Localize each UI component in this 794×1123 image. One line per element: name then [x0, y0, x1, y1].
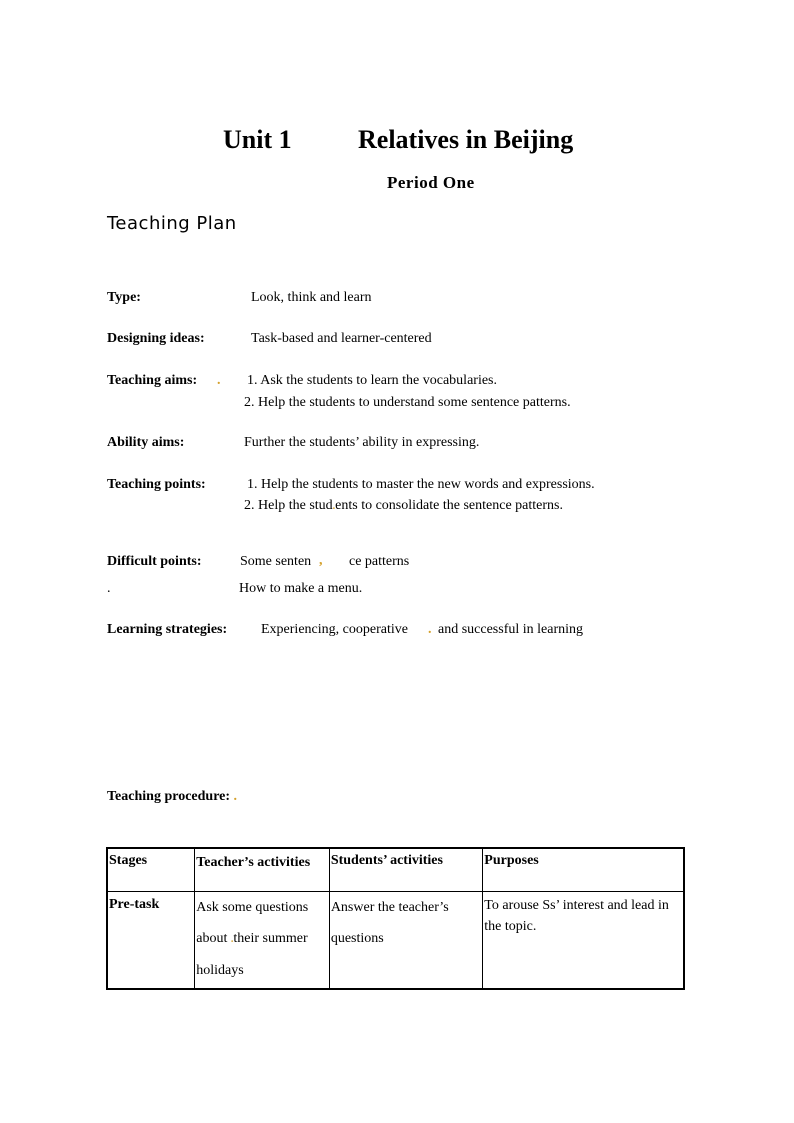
- teaching-points-line-2: 2. Help the stud.ents to consolidate the sentence patterns.: [244, 498, 563, 513]
- unit-title: Relatives in Beijing: [358, 125, 574, 154]
- section-heading: Teaching Plan: [107, 213, 237, 234]
- difficult-points-line-1b: ce patterns: [349, 554, 410, 569]
- stray-mark: ,: [319, 553, 323, 568]
- teaching-points-line-1: 1. Help the students to master the new words and expressions.: [247, 477, 595, 492]
- ability-aims-label: Ability aims:: [107, 435, 185, 450]
- teacher-activities-cell: Ask some questions about .their summer holidays: [195, 892, 330, 990]
- table-header-row: [107, 848, 684, 892]
- procedure-label: Teaching procedure: .: [107, 789, 238, 804]
- period-title: Period One: [387, 173, 475, 192]
- learning-strategies-value-a: Experiencing, cooperative: [261, 622, 408, 637]
- difficult-points-line-1a: Some senten: [240, 554, 312, 569]
- students-activities-cell: Answer the teacher’s questions: [329, 892, 482, 990]
- learning-strategies-value-b: and successful in learning: [438, 622, 584, 637]
- difficult-points-line-2: How to make a menu.: [239, 581, 363, 596]
- header-students-activities: Students’ activities: [329, 848, 482, 892]
- stray-mark: .: [428, 622, 432, 637]
- teaching-points-label: Teaching points:: [107, 477, 206, 492]
- designing-value: Task-based and learner-centered: [251, 331, 432, 346]
- stray-mark: .: [107, 581, 111, 596]
- header-teacher-activities: Teacher’s activities: [195, 848, 330, 892]
- header-purposes: Purposes: [483, 848, 684, 892]
- teaching-aims-line-1: 1. Ask the students to learn the vocabularies.: [247, 373, 497, 388]
- purposes-cell: To arouse Ss’ interest and lead in the topic.: [483, 892, 684, 990]
- teaching-aims-line-2: 2. Help the students to understand some sentence patterns.: [244, 395, 571, 410]
- designing-label: Designing ideas:: [107, 331, 205, 346]
- unit-number: Unit 1: [223, 125, 292, 154]
- type-label: Type:: [107, 290, 141, 305]
- type-value: Look, think and learn: [251, 290, 372, 305]
- ability-aims-value: Further the students’ ability in expressing.: [244, 435, 480, 450]
- stray-mark: .: [230, 934, 234, 945]
- stage-cell: Pre-task: [107, 892, 195, 990]
- table-row: [107, 892, 684, 990]
- stray-mark: .: [233, 789, 238, 804]
- difficult-points-label: Difficult points:: [107, 554, 202, 569]
- procedure-table: [106, 847, 685, 990]
- learning-strategies-label: Learning strategies:: [107, 622, 228, 637]
- stray-mark: .: [217, 373, 221, 388]
- teaching-aims-label: Teaching aims:: [107, 373, 198, 388]
- header-stages: Stages: [107, 848, 195, 892]
- stray-mark: .: [332, 501, 336, 512]
